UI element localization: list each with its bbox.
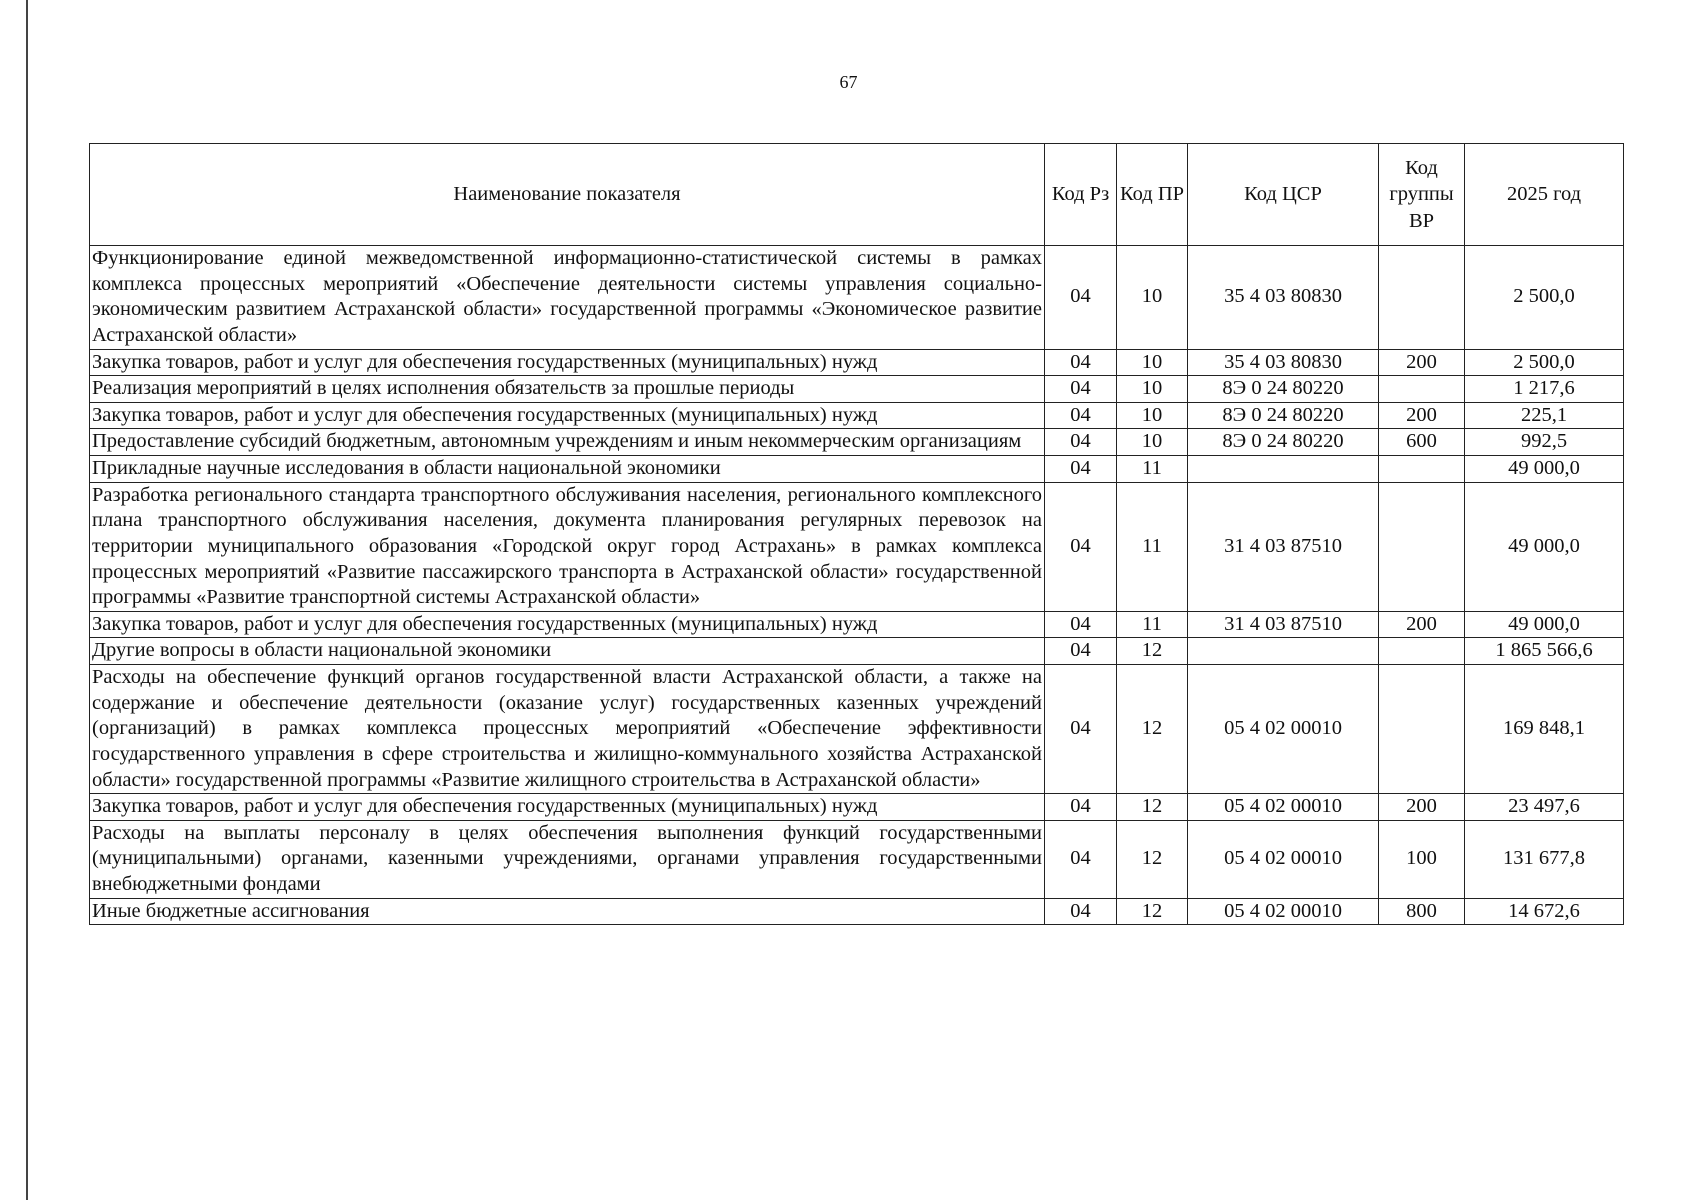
cell-rz: 04: [1045, 246, 1117, 350]
page-number: 67: [839, 72, 858, 92]
cell-csr: 35 4 03 80830: [1188, 349, 1379, 376]
cell-vr: [1379, 665, 1465, 794]
table-row: [90, 429, 1624, 456]
cell-rz: 04: [1045, 794, 1117, 821]
cell-vr: 200: [1379, 402, 1465, 429]
table-row: [90, 820, 1624, 898]
cell-vr: [1379, 376, 1465, 403]
table-row: [90, 349, 1624, 376]
table-row: [90, 456, 1624, 483]
cell-amount: 14 672,6: [1465, 898, 1624, 925]
cell-amount: 23 497,6: [1465, 794, 1624, 821]
cell-pr: 10: [1117, 376, 1188, 403]
cell-amount: 2 500,0: [1465, 349, 1624, 376]
table-row: [90, 665, 1624, 794]
cell-name: Прикладные научные исследования в области национальной экономики: [90, 456, 1045, 483]
table-row: [90, 402, 1624, 429]
cell-pr: 10: [1117, 429, 1188, 456]
table-row: [90, 898, 1624, 925]
cell-name: Функционирование единой межведомственной информационно-статистической системы в рамках комплекса процессных мероприятий «Обеспечение деятельности системы управления социально-экономическим развитием Астраханской области» государственной программы «Экономическое развитие Астраханской области»: [90, 246, 1045, 350]
cell-amount: 49 000,0: [1465, 482, 1624, 611]
cell-csr: 8Э 0 24 80220: [1188, 402, 1379, 429]
cell-rz: 04: [1045, 349, 1117, 376]
cell-pr: 10: [1117, 349, 1188, 376]
cell-csr: [1188, 456, 1379, 483]
cell-pr: 12: [1117, 898, 1188, 925]
table-row: [90, 611, 1624, 638]
cell-amount: 49 000,0: [1465, 456, 1624, 483]
cell-name: Предоставление субсидий бюджетным, автономным учреждениям и иным некоммерческим организациям: [90, 429, 1045, 456]
table-row: [90, 246, 1624, 350]
cell-amount: 1 217,6: [1465, 376, 1624, 403]
cell-csr: 31 4 03 87510: [1188, 611, 1379, 638]
cell-pr: 10: [1117, 246, 1188, 350]
cell-name: Закупка товаров, работ и услуг для обеспечения государственных (муниципальных) нужд: [90, 794, 1045, 821]
cell-pr: 11: [1117, 456, 1188, 483]
header-vr: Код группы ВР: [1379, 144, 1465, 246]
cell-pr: 11: [1117, 482, 1188, 611]
cell-amount: 169 848,1: [1465, 665, 1624, 794]
cell-name: Расходы на выплаты персоналу в целях обеспечения выполнения функций государственными (муниципальными) органами, казенными учреждениями, органами управления государственными внебюджетными фондами: [90, 820, 1045, 898]
cell-amount: 225,1: [1465, 402, 1624, 429]
cell-name: Иные бюджетные ассигнования: [90, 898, 1045, 925]
cell-vr: 100: [1379, 820, 1465, 898]
cell-amount: 49 000,0: [1465, 611, 1624, 638]
table-body: [90, 246, 1624, 925]
cell-rz: 04: [1045, 638, 1117, 665]
cell-name: Расходы на обеспечение функций органов государственной власти Астраханской области, а также на содержание и обеспечение деятельности (оказание услуг) государственных казенных учреждений (организаций) в рамках комплекса процессных мероприятий «Обеспечение эффективности государственного управления в сфере строительства и жилищно-коммунального хозяйства Астраханской области» государственной программы «Развитие жилищного строительства в Астраханской области»: [90, 665, 1045, 794]
cell-vr: [1379, 456, 1465, 483]
header-name: Наименование показателя: [90, 144, 1045, 246]
table-row: [90, 794, 1624, 821]
cell-name: Реализация мероприятий в целях исполнения обязательств за прошлые периоды: [90, 376, 1045, 403]
cell-rz: 04: [1045, 611, 1117, 638]
cell-vr: 600: [1379, 429, 1465, 456]
table-row: [90, 482, 1624, 611]
cell-csr: 8Э 0 24 80220: [1188, 429, 1379, 456]
scan-edge-line: [26, 0, 28, 1200]
cell-rz: 04: [1045, 482, 1117, 611]
cell-csr: 35 4 03 80830: [1188, 246, 1379, 350]
cell-csr: 05 4 02 00010: [1188, 820, 1379, 898]
cell-amount: 992,5: [1465, 429, 1624, 456]
cell-csr: [1188, 638, 1379, 665]
cell-amount: 2 500,0: [1465, 246, 1624, 350]
cell-pr: 12: [1117, 638, 1188, 665]
cell-csr: 05 4 02 00010: [1188, 898, 1379, 925]
table-row: [90, 376, 1624, 403]
cell-vr: 200: [1379, 349, 1465, 376]
cell-pr: 12: [1117, 794, 1188, 821]
cell-name: Закупка товаров, работ и услуг для обеспечения государственных (муниципальных) нужд: [90, 611, 1045, 638]
cell-rz: 04: [1045, 898, 1117, 925]
cell-rz: 04: [1045, 402, 1117, 429]
cell-amount: 1 865 566,6: [1465, 638, 1624, 665]
cell-csr: 31 4 03 87510: [1188, 482, 1379, 611]
cell-vr: 200: [1379, 611, 1465, 638]
cell-csr: 05 4 02 00010: [1188, 665, 1379, 794]
cell-rz: 04: [1045, 665, 1117, 794]
header-pr: Код ПР: [1117, 144, 1188, 246]
cell-pr: 11: [1117, 611, 1188, 638]
cell-rz: 04: [1045, 376, 1117, 403]
cell-name: Закупка товаров, работ и услуг для обеспечения государственных (муниципальных) нужд: [90, 349, 1045, 376]
cell-csr: 8Э 0 24 80220: [1188, 376, 1379, 403]
cell-csr: 05 4 02 00010: [1188, 794, 1379, 821]
cell-pr: 10: [1117, 402, 1188, 429]
cell-pr: 12: [1117, 820, 1188, 898]
budget-table: [89, 143, 1624, 925]
cell-rz: 04: [1045, 820, 1117, 898]
cell-vr: [1379, 246, 1465, 350]
cell-name: Другие вопросы в области национальной экономики: [90, 638, 1045, 665]
cell-vr: [1379, 482, 1465, 611]
cell-vr: 200: [1379, 794, 1465, 821]
table-row: [90, 638, 1624, 665]
cell-name: Разработка регионального стандарта транспортного обслуживания населения, регионального комплексного плана транспортного обслуживания населения, документа планирования регулярных перевозок на территории муниципального образования «Городской округ город Астрахань» в рамках комплекса процессных мероприятий «Развитие пассажирского транспорта в Астраханской области» государственной программы «Развитие транспортной системы Астраханской области»: [90, 482, 1045, 611]
header-csr: Код ЦСР: [1188, 144, 1379, 246]
cell-vr: [1379, 638, 1465, 665]
cell-pr: 12: [1117, 665, 1188, 794]
header-year: 2025 год: [1465, 144, 1624, 246]
cell-rz: 04: [1045, 456, 1117, 483]
cell-name: Закупка товаров, работ и услуг для обеспечения государственных (муниципальных) нужд: [90, 402, 1045, 429]
cell-rz: 04: [1045, 429, 1117, 456]
cell-vr: 800: [1379, 898, 1465, 925]
cell-amount: 131 677,8: [1465, 820, 1624, 898]
header-rz: Код Рз: [1045, 144, 1117, 246]
table-header-row: [90, 144, 1624, 246]
